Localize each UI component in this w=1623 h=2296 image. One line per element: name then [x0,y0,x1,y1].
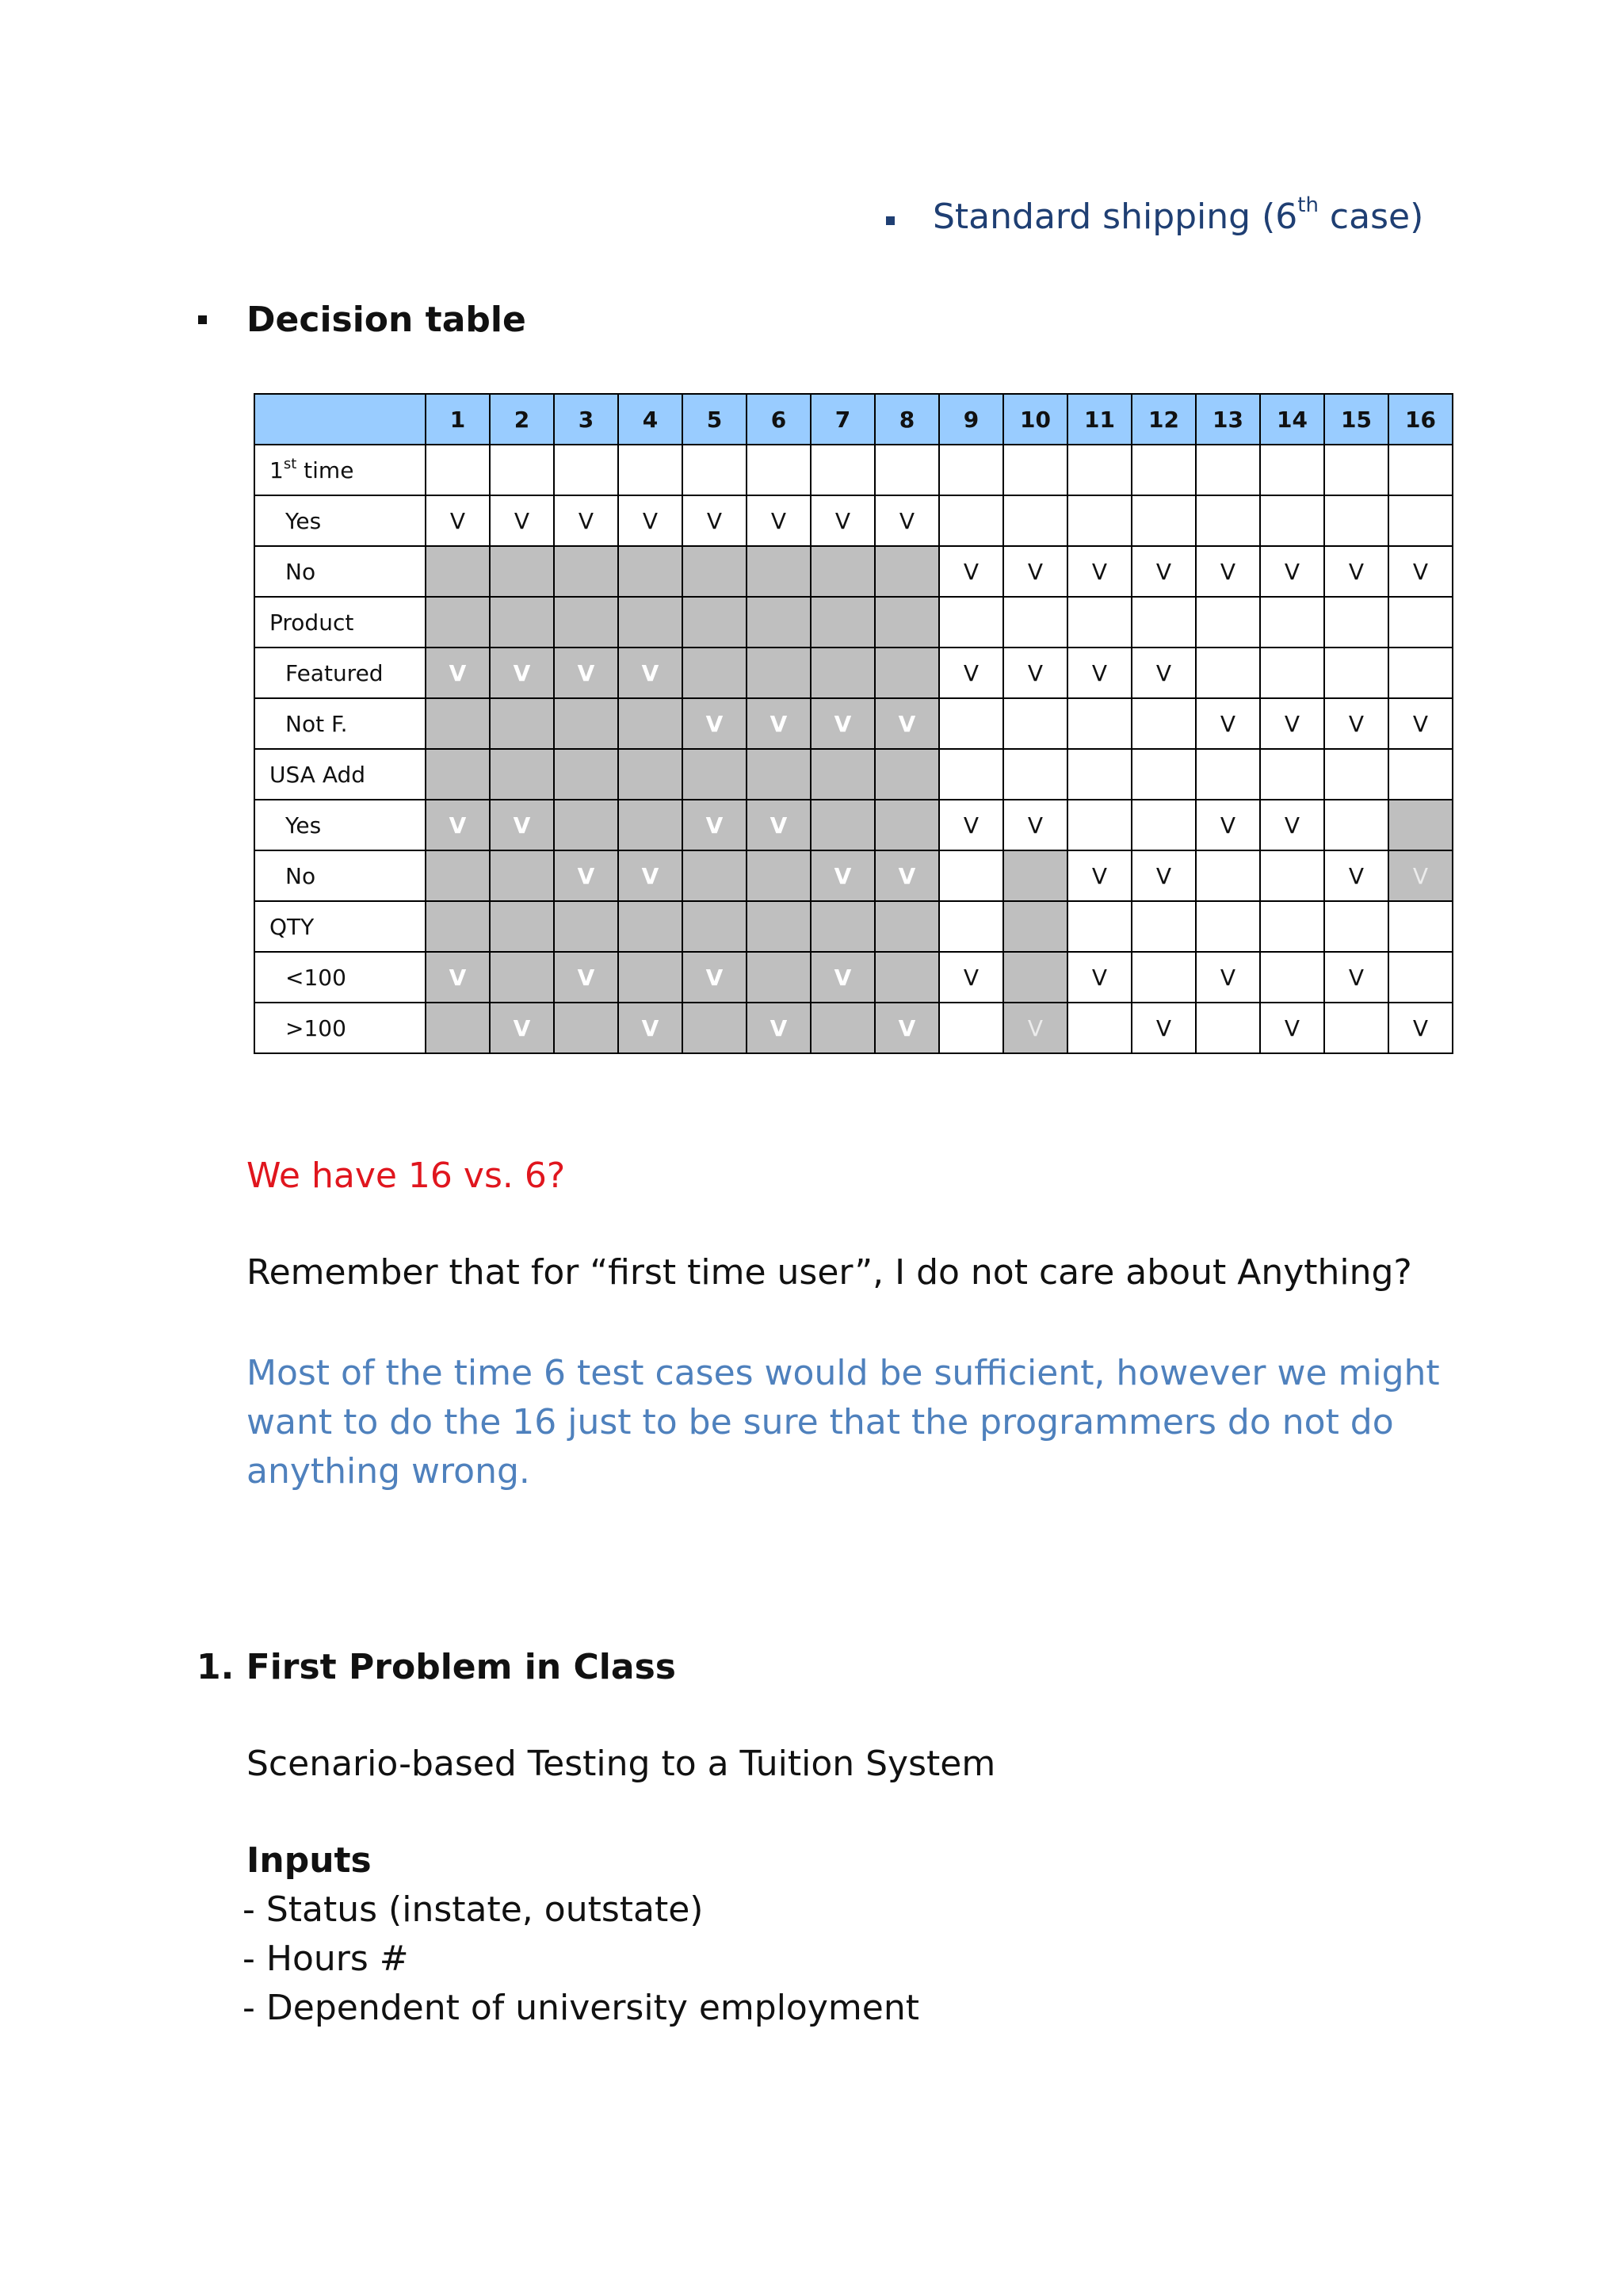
table-cell [426,597,490,648]
table-cell [1196,597,1260,648]
header-cell: 11 [1067,394,1132,445]
row-label: Not F. [254,698,426,749]
table-cell [682,546,747,597]
table-cell [1324,749,1388,800]
table-cell: V [554,495,618,546]
table-cell [1388,495,1453,546]
table-cell [875,546,939,597]
table-cell [554,445,618,495]
table-cell [618,749,682,800]
table-cell: V [682,800,747,850]
note-paragraph: Most of the time 6 test cases would be sufficient, however we might want to do the 16 just to be sure that the programmers do not do anything wrong. [246,1353,1440,1492]
table-cell [1324,445,1388,495]
table-cell [554,800,618,850]
table-row [254,850,1453,901]
table-cell [1067,597,1132,648]
table-cell [618,445,682,495]
shipping-suffix: case) [1318,197,1424,237]
remember-text: Remember that for “first time user”, I do not care about Anything? [246,1252,1412,1293]
table-cell: V [618,495,682,546]
table-cell [811,597,875,648]
table-cell [682,597,747,648]
table-cell [1132,749,1196,800]
header-cell: 2 [490,394,554,445]
table-cell [875,648,939,698]
table-cell [554,597,618,648]
table-cell [1196,1003,1260,1053]
table-cell [1132,901,1196,952]
table-cell [1388,648,1453,698]
table-cell [1132,445,1196,495]
table-cell: V [1003,648,1067,698]
table-cell: V [1196,698,1260,749]
table-cell [747,952,811,1003]
table-cell [490,698,554,749]
table-row [254,952,1453,1003]
table-cell [1196,901,1260,952]
table-cell [1324,495,1388,546]
table-cell: V [875,850,939,901]
table-cell: V [1196,546,1260,597]
table-cell [1003,749,1067,800]
table-cell [1324,1003,1388,1053]
table-cell [490,850,554,901]
table-cell: V [1132,1003,1196,1053]
row-label: Product [254,597,426,648]
table-cell [1260,749,1324,800]
table-cell [426,850,490,901]
table-cell [1132,800,1196,850]
table-row [254,749,1453,800]
table-cell [1388,952,1453,1003]
table-cell [554,901,618,952]
table-cell [939,445,1003,495]
shipping-sup: th [1297,193,1319,217]
scenario-text: Scenario-based Testing to a Tuition System [246,1744,996,1784]
table-cell [1260,495,1324,546]
table-cell [875,445,939,495]
table-cell [1003,952,1067,1003]
table-cell: V [1388,698,1453,749]
table-cell [426,1003,490,1053]
table-cell: V [426,648,490,698]
table-cell [618,698,682,749]
table-cell [875,597,939,648]
header-cell: 12 [1132,394,1196,445]
table-cell [875,800,939,850]
table-cell [1003,850,1067,901]
table-row [254,546,1453,597]
table-cell: V [1260,800,1324,850]
bullet-square-icon [198,315,207,324]
table-cell [747,648,811,698]
table-cell: V [811,698,875,749]
table-row [254,495,1453,546]
table-cell: V [1388,1003,1453,1053]
table-cell: V [554,648,618,698]
table-cell: V [1260,698,1324,749]
table-cell [1260,850,1324,901]
header-cell: 5 [682,394,747,445]
table-cell: V [426,952,490,1003]
table-cell: V [747,1003,811,1053]
table-cell [426,749,490,800]
table-cell [1260,597,1324,648]
table-cell [426,698,490,749]
row-label: No [254,546,426,597]
header-cell: 16 [1388,394,1453,445]
table-row [254,1003,1453,1053]
table-cell [1067,445,1132,495]
row-label: Featured [254,648,426,698]
table-cell [811,445,875,495]
header-corner-cell [254,394,426,445]
table-cell: V [939,648,1003,698]
header-cell: 13 [1196,394,1260,445]
input-item-hours: - Hours # [242,1939,409,1979]
table-cell [1324,597,1388,648]
table-cell: V [747,495,811,546]
table-cell: V [554,850,618,901]
row-label: >100 [254,1003,426,1053]
table-cell [554,698,618,749]
table-cell: V [618,850,682,901]
table-cell: V [1324,698,1388,749]
inputs-heading: Inputs [246,1840,372,1881]
table-cell [939,495,1003,546]
table-row [254,698,1453,749]
table-cell: V [1132,546,1196,597]
header-cell: 1 [426,394,490,445]
table-cell: V [1196,952,1260,1003]
header-cell: 3 [554,394,618,445]
table-cell: V [490,800,554,850]
table-cell: V [811,952,875,1003]
table-cell [1324,648,1388,698]
shipping-bullet-text [933,193,1424,237]
table-cell: V [811,495,875,546]
table-cell [1003,597,1067,648]
table-cell: V [875,495,939,546]
table-cell [682,445,747,495]
table-cell [682,1003,747,1053]
table-cell: V [1388,850,1453,901]
table-cell [1067,800,1132,850]
table-cell: V [875,1003,939,1053]
table-cell: V [1324,850,1388,901]
table-cell [875,952,939,1003]
table-cell [747,445,811,495]
table-cell: V [618,1003,682,1053]
table-cell: V [682,698,747,749]
table-row [254,901,1453,952]
table-cell [939,901,1003,952]
table-cell: V [1260,1003,1324,1053]
table-cell [1324,800,1388,850]
table-cell [426,901,490,952]
header-cell: 6 [747,394,811,445]
table-cell [1324,901,1388,952]
table-cell [747,597,811,648]
table-cell [490,749,554,800]
table-cell: V [1067,546,1132,597]
table-cell: V [1388,546,1453,597]
table-cell: V [1003,800,1067,850]
question-text: We have 16 vs. 6? [246,1156,566,1196]
table-cell [426,445,490,495]
table-cell: V [939,546,1003,597]
table-cell: V [618,648,682,698]
table-cell [1196,850,1260,901]
table-cell: V [1132,850,1196,901]
header-cell: 10 [1003,394,1067,445]
table-cell [939,597,1003,648]
header-cell: 14 [1260,394,1324,445]
header-cell: 7 [811,394,875,445]
table-cell [618,546,682,597]
header-cell: 9 [939,394,1003,445]
table-cell [747,546,811,597]
table-cell: V [490,648,554,698]
table-cell [1388,800,1453,850]
row-label: <100 [254,952,426,1003]
table-row [254,800,1453,850]
table-cell [939,1003,1003,1053]
table-cell [1196,495,1260,546]
table-cell: V [747,698,811,749]
row-label: 1st time [254,445,426,495]
table-cell [1260,901,1324,952]
table-cell: V [1324,546,1388,597]
table-cell [682,648,747,698]
table-cell [490,597,554,648]
table-cell [618,901,682,952]
table-cell: V [875,698,939,749]
header-cell: 15 [1324,394,1388,445]
table-cell: V [811,850,875,901]
table-cell [1132,698,1196,749]
bullet-square-icon [886,216,895,225]
table-cell [747,850,811,901]
table-cell: V [939,952,1003,1003]
table-cell: V [1067,648,1132,698]
table-cell [1388,901,1453,952]
row-label: Yes [254,495,426,546]
table-cell: V [426,800,490,850]
table-cell: V [1196,800,1260,850]
table-cell: V [1260,546,1324,597]
table-cell [618,952,682,1003]
table-cell [875,901,939,952]
table-cell [1132,952,1196,1003]
table-row [254,648,1453,698]
table-cell [682,749,747,800]
table-cell [1132,597,1196,648]
table-cell [811,546,875,597]
table-cell [875,749,939,800]
table-cell [1067,698,1132,749]
table-cell: V [554,952,618,1003]
table-cell [682,850,747,901]
table-cell [490,952,554,1003]
table-cell [939,749,1003,800]
row-label: No [254,850,426,901]
table-cell [682,901,747,952]
table-cell [1003,901,1067,952]
table-cell [1067,495,1132,546]
table-cell: V [1132,648,1196,698]
table-cell: V [682,495,747,546]
table-cell: V [426,495,490,546]
table-cell: V [1003,1003,1067,1053]
table-cell [811,800,875,850]
table-cell: V [939,800,1003,850]
table-cell [1003,495,1067,546]
table-cell: V [747,800,811,850]
table-cell: V [1067,850,1132,901]
decision-table [254,393,1453,1054]
table-cell [1196,749,1260,800]
table-cell [1067,901,1132,952]
header-cell: 4 [618,394,682,445]
table-cell [618,800,682,850]
row-label: USA Add [254,749,426,800]
table-cell [554,749,618,800]
table-cell [1003,445,1067,495]
table-header-row [254,394,1453,445]
table-cell [1003,698,1067,749]
header-cell: 8 [875,394,939,445]
table-cell [939,850,1003,901]
table-cell [426,546,490,597]
table-cell [747,901,811,952]
table-cell [490,901,554,952]
table-cell [811,901,875,952]
table-cell [1196,445,1260,495]
table-cell: V [1003,546,1067,597]
table-cell [939,698,1003,749]
table-cell: V [490,495,554,546]
table-cell [490,445,554,495]
table-row [254,445,1453,495]
shipping-text: Standard shipping (6 [933,197,1298,237]
table-cell [490,546,554,597]
table-cell [618,597,682,648]
table-cell [1260,445,1324,495]
table-cell [1388,445,1453,495]
table-cell [1260,952,1324,1003]
table-cell [811,749,875,800]
table-row [254,597,1453,648]
table-cell [1388,749,1453,800]
table-cell [1132,495,1196,546]
table-cell [554,546,618,597]
input-item-dependent: - Dependent of university employment [242,1988,919,2028]
table-cell: V [1324,952,1388,1003]
table-cell [811,648,875,698]
table-cell [1260,648,1324,698]
decision-table-heading: Decision table [246,300,526,340]
table-cell: V [1067,952,1132,1003]
row-label: QTY [254,901,426,952]
row-label: Yes [254,800,426,850]
table-cell [1388,597,1453,648]
table-cell [554,1003,618,1053]
table-cell [1067,749,1132,800]
table-cell: V [682,952,747,1003]
input-item-status: - Status (instate, outstate) [242,1889,704,1930]
table-cell: V [490,1003,554,1053]
table-cell [1067,1003,1132,1053]
table-cell [811,1003,875,1053]
table-cell [1196,648,1260,698]
section-title: 1. First Problem in Class [197,1647,676,1687]
table-cell [747,749,811,800]
